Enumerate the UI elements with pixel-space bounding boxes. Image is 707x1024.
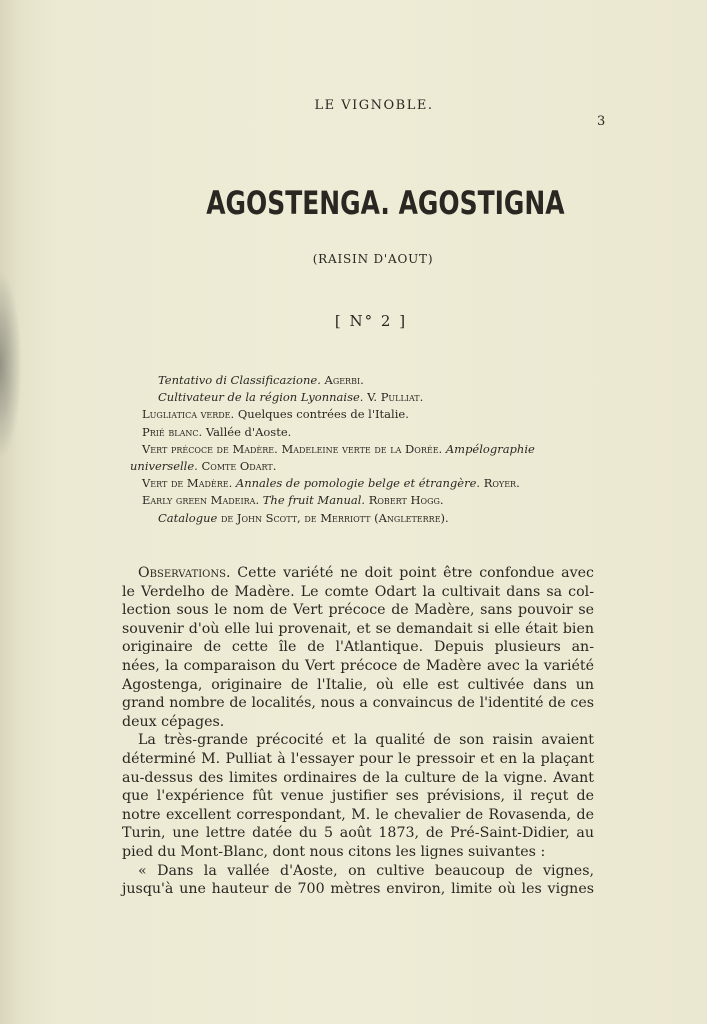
body-line: déterminé M. Pulliat à l'essayer pour le pressoir et en la plaçant (122, 750, 594, 767)
page-title: AGOSTENGA. AGOSTIGNA (206, 184, 565, 222)
page-number: 3 (597, 114, 606, 129)
reference-line: Vert précoce de Madère. Madeleine verte de la Dorée. Ampélographie (142, 441, 535, 456)
running-head: LE VIGNOBLE. (314, 98, 434, 113)
reference-line: Tentativo di Classificazione. Agerbi. (158, 373, 364, 387)
reference-line: Vert de Madère. Annales de pomologie belge et étrangère. Royer. (142, 476, 520, 491)
body-line: deux cépages. (122, 713, 225, 730)
reference-line: Cultivateur de la région Lyonnaise. V. Pulliat. (158, 390, 424, 405)
gutter-shadow (0, 270, 22, 460)
body-line: originaire de cette île de l'Atlantique. Depuis plusieurs an- (122, 639, 594, 656)
body-line: nées, la comparaison du Vert précoce de Madère avec la variété (122, 657, 594, 674)
body-line: pied du Mont-Blanc, dont nous citons les lignes suivantes : (122, 843, 546, 860)
body-line: souvenir d'où elle lui provenait, et se demandait si elle était bien (122, 620, 594, 637)
body-line: La très-grande précocité et la qualité de son raisin avaient (138, 732, 594, 749)
reference-line: Early green Madeira. The fruit Manual. Robert Hogg. (142, 493, 444, 508)
body-line: lection sous le nom de Vert précoce de Madère, sans pouvoir se (122, 602, 594, 619)
body-line: notre excellent correspondant, M. le chevalier de Rovasenda, de (122, 806, 594, 823)
body-line: Agostenga, originaire de l'Italie, où elle est cultivée dans un (122, 676, 594, 693)
body-line: « Dans la vallée d'Aoste, on cultive beaucoup de vignes, (138, 862, 594, 879)
reference-line: universelle. Comte Odart. (130, 459, 277, 474)
page-subtitle: (RAISIN D'AOUT) (312, 252, 434, 266)
reference-line: Prié blanc. Vallée d'Aoste. (142, 424, 292, 439)
body-line: Turin, une lettre datée du 5 août 1873, de Pré-Saint-Didier, au (122, 825, 594, 842)
body-line: que l'expérience fût venue justifier ses prévisions, il reçut de (122, 788, 594, 805)
reference-line: Lugliatica verde. Quelques contrées de l'Italie. (142, 407, 409, 422)
body-line: le Verdelho de Madère. Le comte Odart la cultivait dans sa col- (122, 583, 594, 600)
variety-number: [ N° 2 ] (334, 312, 408, 330)
references-list (128, 372, 598, 527)
body-line: jusqu'à une hauteur de 700 mètres environ, limite où les vignes (122, 881, 594, 898)
reference-line: Catalogue de John Scott, de Merriott (Angleterre). (158, 510, 449, 525)
body-line: au-dessus des limites ordinaires de la culture de la vigne. Avant (122, 769, 594, 786)
body-line: Observations. Cette variété ne doit point être confondue avec (138, 565, 594, 581)
body-text (122, 564, 594, 899)
body-line: grand nombre de localités, nous a convaincus de l'identité de ces (122, 695, 594, 712)
